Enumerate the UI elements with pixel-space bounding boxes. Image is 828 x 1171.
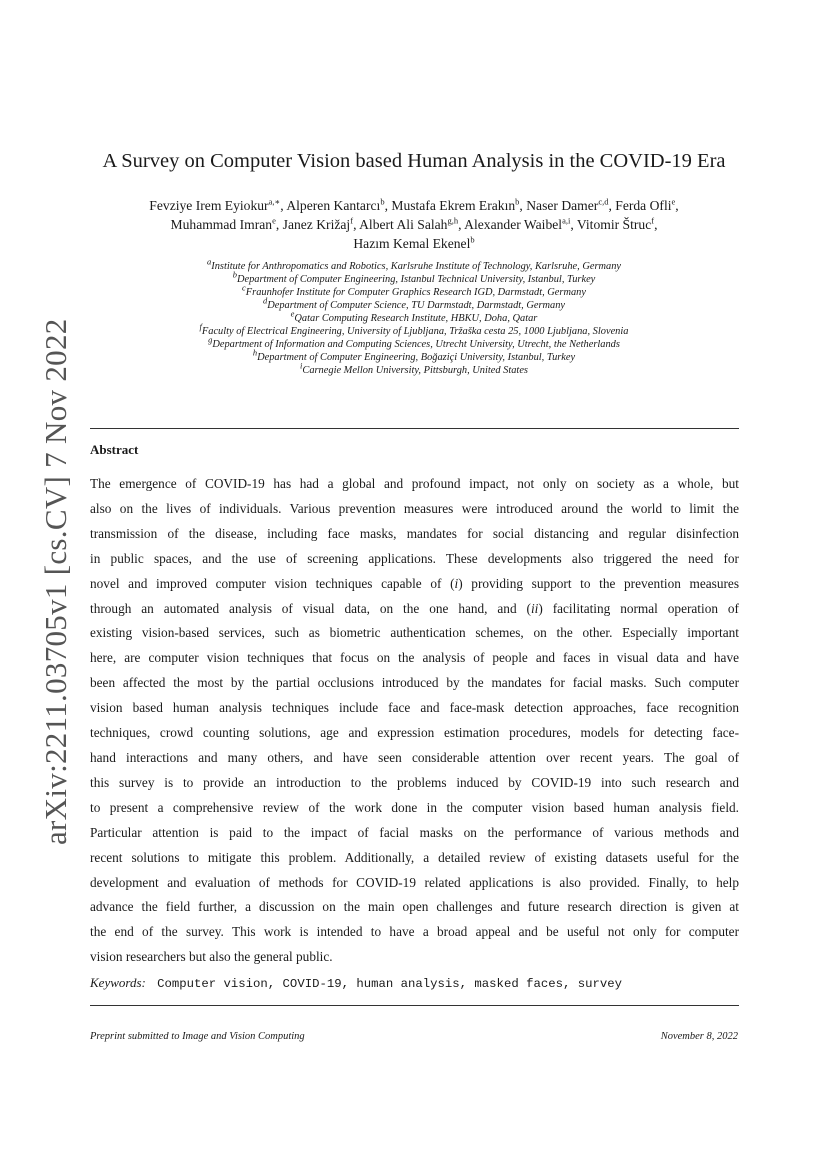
affiliation-mark: a <box>207 256 212 267</box>
abstract-line: novel and improved computer vision techniques capable of (i) providing support to the prevention measures <box>90 575 740 591</box>
author-name: Albert Ali Salah <box>359 217 448 232</box>
author-name: Hazım Kemal Ekenel <box>353 236 471 251</box>
author-name: Vitomir Štruc <box>576 217 652 232</box>
affiliation-text: Department of Computer Science, TU Darmstadt, Darmstadt, Germany <box>267 300 566 311</box>
abstract-line: hand interactions and many others, and have seen considerable attention over recent years. The goal of <box>90 749 739 765</box>
affiliation <box>90 321 738 338</box>
arxiv-identifier: arXiv:2211.03705v1 [cs.CV] 7 Nov 2022 <box>38 318 73 845</box>
affiliation-mark: c <box>242 282 246 293</box>
affiliation-mark: i <box>300 360 303 371</box>
affiliation-mark: g <box>208 334 213 345</box>
affiliation-mark: d <box>262 295 268 306</box>
affiliation <box>90 269 738 286</box>
keywords-line <box>90 975 622 991</box>
author-separator: , <box>384 198 392 213</box>
paper-title: A Survey on Computer Vision based Human Analysis in the COVID-19 Era <box>102 150 726 172</box>
author-affiliation-mark: e <box>671 196 676 207</box>
affiliation-mark: b <box>232 269 237 280</box>
abstract-line: vision based human analysis techniques include face and face-mask detection approaches, face recognition <box>90 700 739 716</box>
keywords-list: Computer vision, COVID-19, human analysis, masked faces, survey <box>157 977 623 991</box>
abstract-line: techniques, crowd counting solutions, age and expression estimation procedures, models for detecting face- <box>90 725 739 741</box>
preprint-date: November 8, 2022 <box>660 1031 738 1042</box>
abstract-line: the end of the survey. This work is intended to have a broad appeal and be useful not only for computer <box>90 924 739 940</box>
affiliation <box>90 308 738 325</box>
author-name: Mustafa Ekrem Erakın <box>391 198 516 213</box>
affiliation-list <box>90 256 738 377</box>
abstract-line: existing vision-based services, such as biometric authentication schemes, on the other. Especially important <box>90 625 739 641</box>
affiliation-mark: f <box>199 321 202 332</box>
author-affiliation-mark: c,d <box>598 196 609 207</box>
author-separator: , <box>353 217 360 232</box>
abstract-line: recent solutions to mitigate this problem. Additionally, a detailed review of existing datasets useful for the <box>90 849 739 865</box>
author-name: Ferda Ofli <box>615 198 672 213</box>
author-separator: , <box>608 198 616 213</box>
affiliation-text: Department of Computer Engineering, Boğaziçi University, Istanbul, Turkey <box>257 352 576 363</box>
abstract-line: advance the field further, a discussion on the main open challenges and future research direction is given at <box>90 899 739 915</box>
abstract-line: here, are computer vision techniques that focus on the analysis of people and faces in visual data and have <box>90 650 739 666</box>
author-separator: , <box>275 217 283 232</box>
affiliation <box>90 334 738 351</box>
author-affiliation-mark: b <box>380 196 385 207</box>
author-separator: , <box>280 198 287 213</box>
abstract-line: through an automated analysis of visual data, on the one hand, and (ii) facilitating normal operation of <box>90 600 739 616</box>
affiliation <box>90 347 738 364</box>
affiliation <box>90 282 738 299</box>
abstract-line: development and evaluation of methods for COVID-19 related applications is also provided. Finally, to help <box>90 874 739 890</box>
affiliation <box>90 256 738 273</box>
abstract-line: also on the lives of individuals. Various prevention measures were introduced around the world to limit the <box>90 500 739 516</box>
affiliation-text: Qatar Computing Research Institute, HBKU, Doha, Qatar <box>294 313 538 324</box>
author-affiliation-mark: a,i <box>562 215 571 226</box>
author-affiliation-mark: a,∗ <box>268 196 281 207</box>
author-separator: , <box>458 217 465 232</box>
author-affiliation-mark: f <box>651 215 655 226</box>
abstract-line: The emergence of COVID-19 has had a global and profound impact, not only on society as a whole, but <box>90 476 739 491</box>
author-line <box>100 234 728 253</box>
author-line <box>100 215 728 234</box>
affiliation-mark: e <box>290 308 295 319</box>
abstract-line: in public spaces, and the use of screening applications. These developments also triggered the need for <box>90 550 739 566</box>
author-name: Alperen Kantarcı <box>286 198 381 213</box>
author-separator: , <box>675 198 679 213</box>
author-name: Naser Damer <box>526 198 599 213</box>
preprint-note: Preprint submitted to Image and Vision Computing <box>90 1031 305 1042</box>
author-affiliation-mark: g,h <box>447 215 459 226</box>
author-name: Muhammad Imran <box>170 217 273 232</box>
affiliation-text: Fraunhofer Institute for Computer Graphics Research IGD, Darmstadt, Germany <box>245 287 586 298</box>
author-name: Alexander Waibel <box>464 217 563 232</box>
bottom-divider <box>90 1005 739 1006</box>
author-separator: , <box>654 217 658 232</box>
abstract-line: to present a comprehensive review of the work done in the computer vision based human analysis field. <box>90 799 739 815</box>
affiliation-text: Department of Information and Computing Sciences, Utrecht University, Utrecht, the Netherlands <box>212 339 620 350</box>
affiliation-text: Institute for Anthropomatics and Robotics, Karlsruhe Institute of Technology, Karlsruhe, Germany <box>211 261 621 272</box>
author-line <box>100 196 728 215</box>
author-affiliation-mark: b <box>470 234 475 245</box>
abstract-heading: Abstract <box>90 442 139 457</box>
abstract-line: been affected the most by the partial occlusions introduced by the mandates for facial masks. Such computer <box>90 675 739 691</box>
author-affiliation-mark: f <box>350 215 354 226</box>
abstract-body <box>90 472 739 970</box>
keywords-label: Keywords: <box>90 975 146 990</box>
abstract-line: vision researchers but also the general public. <box>90 949 333 965</box>
affiliation-text: Faculty of Electrical Engineering, University of Ljubljana, Tržaška cesta 25, 1000 Ljubljana, Slovenia <box>201 326 629 337</box>
author-list <box>100 196 728 253</box>
affiliation-text: Carnegie Mellon University, Pittsburgh, United States <box>302 365 528 376</box>
author-name: Fevziye Irem Eyiokur <box>149 198 269 213</box>
affiliation-text: Department of Computer Engineering, Istanbul Technical University, Istanbul, Turkey <box>236 274 596 285</box>
abstract-line: this survey is to provide an introduction to the problems induced by COVID-19 into such research and <box>90 774 739 790</box>
abstract-line: transmission of the disease, including face masks, mandates for social distancing and regular disinfection <box>90 525 739 541</box>
author-affiliation-mark: e <box>272 215 276 226</box>
top-divider <box>90 428 739 429</box>
affiliation <box>90 295 738 312</box>
author-affiliation-mark: b <box>515 196 520 207</box>
author-separator: , <box>519 198 527 213</box>
affiliation-mark: h <box>252 347 258 358</box>
author-name: Janez Križaj <box>282 217 351 232</box>
author-separator: , <box>570 217 577 232</box>
abstract-line: Particular attention is paid to the impact of facial masks on the performance of various methods and <box>90 824 739 840</box>
affiliation <box>90 360 738 377</box>
